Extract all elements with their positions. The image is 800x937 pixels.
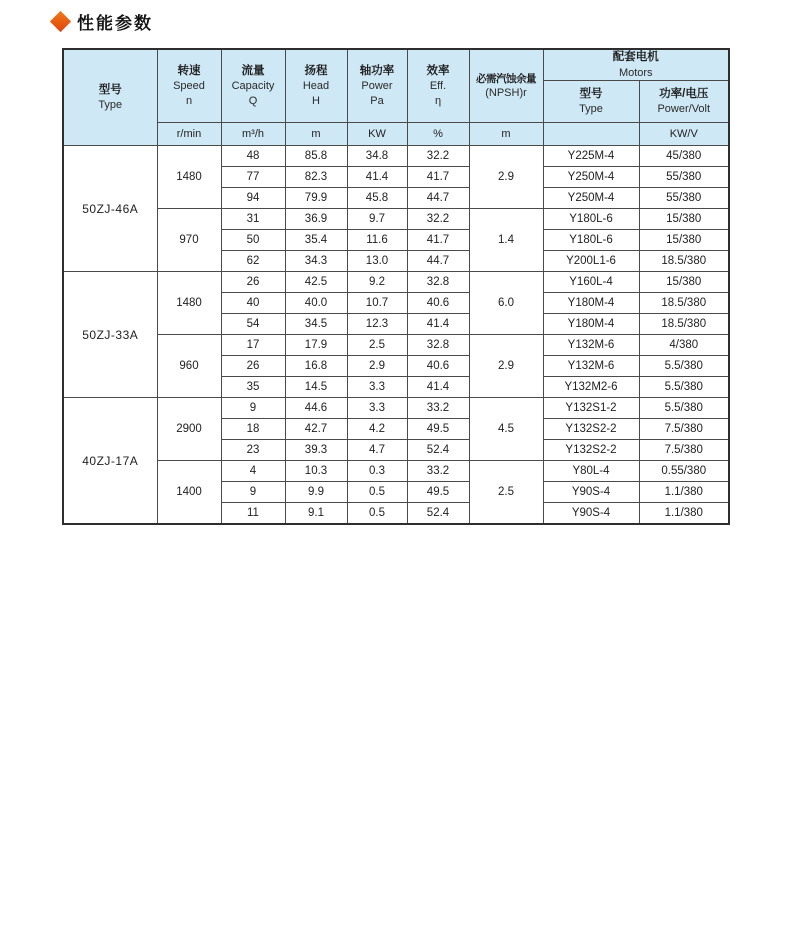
- model-cell: 50ZJ-46A: [63, 146, 157, 272]
- eff-cell: 32.2: [407, 146, 469, 167]
- motor-power-cell: 18.5/380: [639, 293, 729, 314]
- motor-power-cell: 1.1/380: [639, 482, 729, 503]
- eff-cell: 40.6: [407, 293, 469, 314]
- capacity-cell: 77: [221, 167, 285, 188]
- model-cell: 40ZJ-17A: [63, 398, 157, 524]
- unit-motor-power: KW/V: [639, 123, 729, 146]
- capacity-cell: 26: [221, 272, 285, 293]
- power-cell: 9.7: [347, 209, 407, 230]
- motor-type-cell: Y180M-4: [543, 314, 639, 335]
- eff-cell: 33.2: [407, 461, 469, 482]
- capacity-cell: 94: [221, 188, 285, 209]
- motor-power-cell: 15/380: [639, 272, 729, 293]
- capacity-cell: 17: [221, 335, 285, 356]
- capacity-cell: 50: [221, 230, 285, 251]
- capacity-cell: 40: [221, 293, 285, 314]
- motor-power-cell: 7.5/380: [639, 440, 729, 461]
- table-row: [63, 209, 729, 230]
- power-cell: 2.5: [347, 335, 407, 356]
- power-cell: 13.0: [347, 251, 407, 272]
- eff-cell: 49.5: [407, 419, 469, 440]
- power-cell: 4.2: [347, 419, 407, 440]
- head-cell: 16.8: [285, 356, 347, 377]
- power-cell: 9.2: [347, 272, 407, 293]
- power-cell: 0.5: [347, 503, 407, 524]
- table-row: [63, 461, 729, 482]
- capacity-cell: 11: [221, 503, 285, 524]
- power-cell: 41.4: [347, 167, 407, 188]
- eff-cell: 41.4: [407, 314, 469, 335]
- motor-type-cell: Y132M2-6: [543, 377, 639, 398]
- capacity-cell: 23: [221, 440, 285, 461]
- motor-type-cell: Y132S2-2: [543, 419, 639, 440]
- motor-power-cell: 18.5/380: [639, 251, 729, 272]
- npsh-cell: 6.0: [469, 272, 543, 335]
- power-cell: 0.5: [347, 482, 407, 503]
- speed-cell: 2900: [157, 398, 221, 461]
- capacity-cell: 62: [221, 251, 285, 272]
- motor-type-cell: Y132S1-2: [543, 398, 639, 419]
- head-cell: 9.1: [285, 503, 347, 524]
- npsh-cell: 2.9: [469, 146, 543, 209]
- motor-type-cell: Y180L-6: [543, 209, 639, 230]
- head-cell: 35.4: [285, 230, 347, 251]
- power-cell: 4.7: [347, 440, 407, 461]
- power-cell: 12.3: [347, 314, 407, 335]
- speed-cell: 1480: [157, 272, 221, 335]
- power-cell: 2.9: [347, 356, 407, 377]
- head-cell: 79.9: [285, 188, 347, 209]
- col-header-npsh: 必需汽蚀余量 (NPSH)r: [469, 49, 543, 123]
- col-header-motor-type: 型号 Type: [543, 81, 639, 123]
- motor-type-cell: Y160L-4: [543, 272, 639, 293]
- col-header-motors-group: 配套电机 Motors: [543, 49, 729, 81]
- unit-eff: %: [407, 123, 469, 146]
- power-cell: 3.3: [347, 377, 407, 398]
- motor-power-cell: 18.5/380: [639, 314, 729, 335]
- power-cell: 45.8: [347, 188, 407, 209]
- head-cell: 10.3: [285, 461, 347, 482]
- motor-power-cell: 1.1/380: [639, 503, 729, 524]
- motor-power-cell: 4/380: [639, 335, 729, 356]
- motor-type-cell: Y200L1-6: [543, 251, 639, 272]
- eff-cell: 41.7: [407, 230, 469, 251]
- power-cell: 10.7: [347, 293, 407, 314]
- eff-cell: 41.4: [407, 377, 469, 398]
- table-row: [63, 335, 729, 356]
- head-cell: 39.3: [285, 440, 347, 461]
- unit-capacity: m³/h: [221, 123, 285, 146]
- head-cell: 44.6: [285, 398, 347, 419]
- eff-cell: 33.2: [407, 398, 469, 419]
- head-cell: 85.8: [285, 146, 347, 167]
- capacity-cell: 48: [221, 146, 285, 167]
- motor-type-cell: Y132M-6: [543, 356, 639, 377]
- col-header-power: 轴功率 Power Pa: [347, 49, 407, 123]
- col-header-model: 型号 Type: [63, 49, 157, 146]
- capacity-cell: 31: [221, 209, 285, 230]
- speed-cell: 960: [157, 335, 221, 398]
- head-cell: 34.5: [285, 314, 347, 335]
- unit-power: KW: [347, 123, 407, 146]
- head-cell: 40.0: [285, 293, 347, 314]
- npsh-cell: 1.4: [469, 209, 543, 272]
- motor-type-cell: Y250M-4: [543, 167, 639, 188]
- eff-cell: 32.2: [407, 209, 469, 230]
- eff-cell: 40.6: [407, 356, 469, 377]
- col-header-head: 扬程 Head H: [285, 49, 347, 123]
- capacity-cell: 18: [221, 419, 285, 440]
- head-cell: 82.3: [285, 167, 347, 188]
- head-cell: 42.5: [285, 272, 347, 293]
- motor-power-cell: 5.5/380: [639, 377, 729, 398]
- npsh-cell: 2.9: [469, 335, 543, 398]
- motor-power-cell: 15/380: [639, 209, 729, 230]
- eff-cell: 41.7: [407, 167, 469, 188]
- table-header: [63, 49, 729, 146]
- motor-power-cell: 5.5/380: [639, 356, 729, 377]
- power-cell: 11.6: [347, 230, 407, 251]
- eff-cell: 52.4: [407, 503, 469, 524]
- head-cell: 36.9: [285, 209, 347, 230]
- npsh-cell: 4.5: [469, 398, 543, 461]
- speed-cell: 1400: [157, 461, 221, 524]
- table-row: [63, 272, 729, 293]
- motor-power-cell: 15/380: [639, 230, 729, 251]
- capacity-cell: 54: [221, 314, 285, 335]
- motor-type-cell: Y180M-4: [543, 293, 639, 314]
- eff-cell: 52.4: [407, 440, 469, 461]
- eff-cell: 44.7: [407, 251, 469, 272]
- col-header-motor-power: 功率/电压 Power/Volt: [639, 81, 729, 123]
- motor-power-cell: 7.5/380: [639, 419, 729, 440]
- col-header-capacity: 流量 Capacity Q: [221, 49, 285, 123]
- motor-power-cell: 5.5/380: [639, 398, 729, 419]
- motor-type-cell: Y225M-4: [543, 146, 639, 167]
- power-cell: 3.3: [347, 398, 407, 419]
- capacity-cell: 9: [221, 398, 285, 419]
- motor-type-cell: Y132M-6: [543, 335, 639, 356]
- table-row: [63, 146, 729, 167]
- motor-type-cell: Y180L-6: [543, 230, 639, 251]
- head-cell: 42.7: [285, 419, 347, 440]
- performance-table-body: [63, 146, 729, 524]
- eff-cell: 32.8: [407, 272, 469, 293]
- capacity-cell: 35: [221, 377, 285, 398]
- motor-type-cell: Y90S-4: [543, 482, 639, 503]
- unit-npsh: m: [469, 123, 543, 146]
- eff-cell: 49.5: [407, 482, 469, 503]
- performance-table: [62, 48, 730, 525]
- unit-motor-type: [543, 123, 639, 146]
- motor-power-cell: 0.55/380: [639, 461, 729, 482]
- table-row: [63, 398, 729, 419]
- capacity-cell: 9: [221, 482, 285, 503]
- unit-head: m: [285, 123, 347, 146]
- section-title: [53, 9, 153, 33]
- head-cell: 14.5: [285, 377, 347, 398]
- capacity-cell: 26: [221, 356, 285, 377]
- head-cell: 9.9: [285, 482, 347, 503]
- motor-power-cell: 55/380: [639, 188, 729, 209]
- col-header-eff: 效率 Eff. η: [407, 49, 469, 123]
- npsh-cell: 2.5: [469, 461, 543, 524]
- motor-type-cell: Y90S-4: [543, 503, 639, 524]
- eff-cell: 32.8: [407, 335, 469, 356]
- col-header-speed: 转速 Speed n: [157, 49, 221, 123]
- unit-speed: r/min: [157, 123, 221, 146]
- power-cell: 0.3: [347, 461, 407, 482]
- speed-cell: 970: [157, 209, 221, 272]
- eff-cell: 44.7: [407, 188, 469, 209]
- model-cell: 50ZJ-33A: [63, 272, 157, 398]
- section-title-text: 性能参数: [77, 13, 153, 33]
- motor-type-cell: Y80L-4: [543, 461, 639, 482]
- diamond-icon: [50, 10, 71, 31]
- head-cell: 17.9: [285, 335, 347, 356]
- head-cell: 34.3: [285, 251, 347, 272]
- motor-type-cell: Y250M-4: [543, 188, 639, 209]
- motor-type-cell: Y132S2-2: [543, 440, 639, 461]
- capacity-cell: 4: [221, 461, 285, 482]
- speed-cell: 1480: [157, 146, 221, 209]
- motor-power-cell: 45/380: [639, 146, 729, 167]
- power-cell: 34.8: [347, 146, 407, 167]
- motor-power-cell: 55/380: [639, 167, 729, 188]
